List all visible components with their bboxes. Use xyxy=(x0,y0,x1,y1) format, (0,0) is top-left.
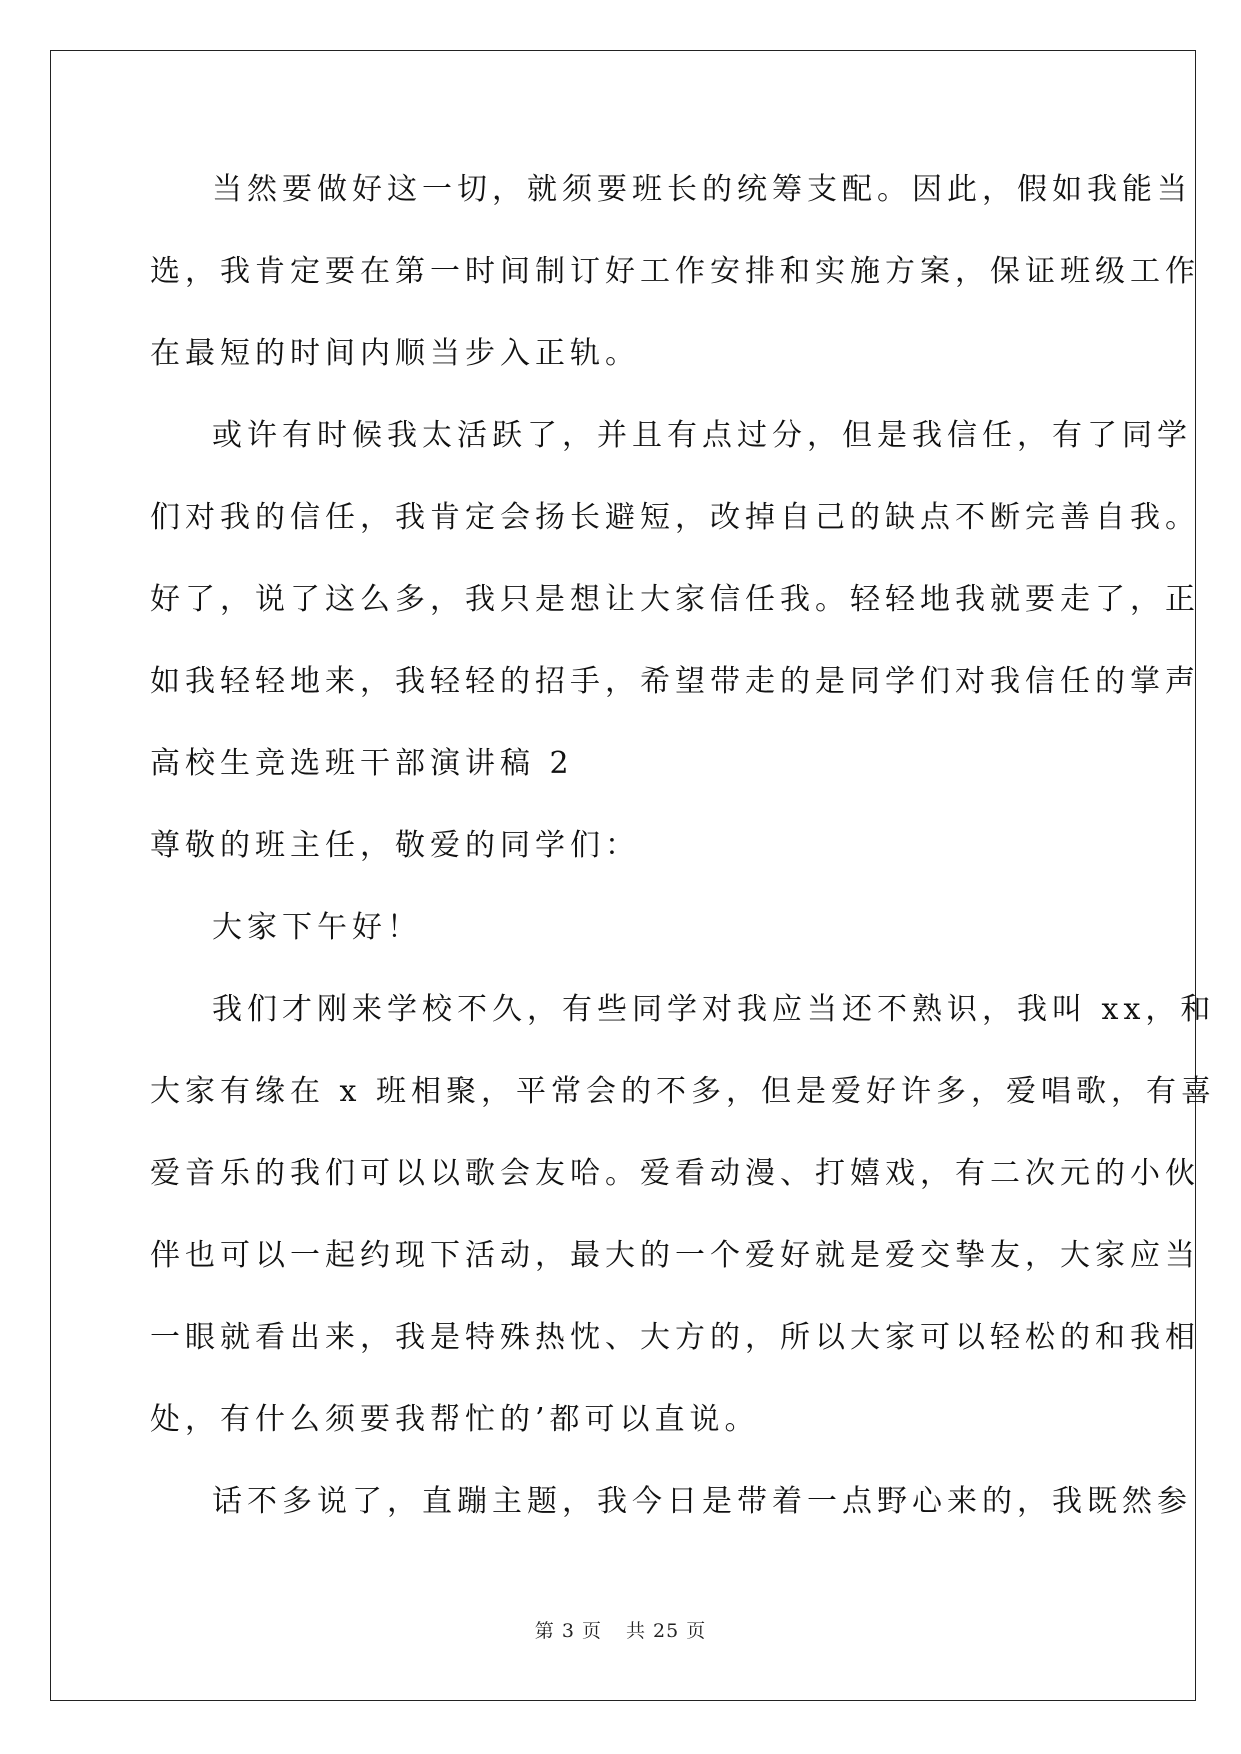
text-line: 爱音乐的我们可以以歌会友哈。爱看动漫、打嬉戏，有二次元的小伙 xyxy=(150,1156,1200,1191)
text-line: 选，我肯定要在第一时间制订好工作安排和实施方案，保证班级工作 xyxy=(150,254,1200,289)
text-line: 或许有时候我太活跃了，并且有点过分，但是我信任，有了同学 xyxy=(212,418,1192,453)
text-line: 一眼就看出来，我是特殊热忱、大方的，所以大家可以轻松的和我相 xyxy=(150,1320,1200,1355)
document-body xyxy=(150,158,1216,1552)
text-line: 好了，说了这么多，我只是想让大家信任我。轻轻地我就要走了，正 xyxy=(150,582,1200,617)
text-line: 伴也可以一起约现下活动，最大的一个爱好就是爱交挚友，大家应当 xyxy=(150,1238,1200,1273)
text-line: 我们才刚来学校不久，有些同学对我应当还不熟识，我叫 xx，和 xyxy=(212,992,1216,1027)
text-line: 大家有缘在 x 班相聚，平常会的不多，但是爱好许多，爱唱歌，有喜 xyxy=(150,1074,1216,1109)
page-total: 共 25 页 xyxy=(625,1620,707,1642)
text-line: 当然要做好这一切，就须要班长的统筹支配。因此，假如我能当 xyxy=(212,172,1192,207)
text-line: 处，有什么须要我帮忙的’都可以直说。 xyxy=(150,1402,760,1437)
text-line: 在最短的时间内顺当步入正轨。 xyxy=(150,336,640,371)
text-line: 话不多说了，直蹦主题，我今日是带着一点野心来的，我既然参 xyxy=(212,1484,1192,1519)
text-line: 如我轻轻地来，我轻轻的招手，希望带走的是同学们对我信任的掌声 xyxy=(150,664,1200,699)
page-number: 第 3 页 xyxy=(534,1620,602,1642)
salutation: 尊敬的班主任，敬爱的同学们： xyxy=(150,828,640,863)
section-title: 高校生竞选班干部演讲稿 2 xyxy=(150,746,574,781)
greeting: 大家下午好！ xyxy=(212,910,422,945)
text-line: 们对我的信任，我肯定会扬长避短，改掉自己的缺点不断完善自我。 xyxy=(150,500,1200,535)
page-footer xyxy=(0,1616,1241,1643)
